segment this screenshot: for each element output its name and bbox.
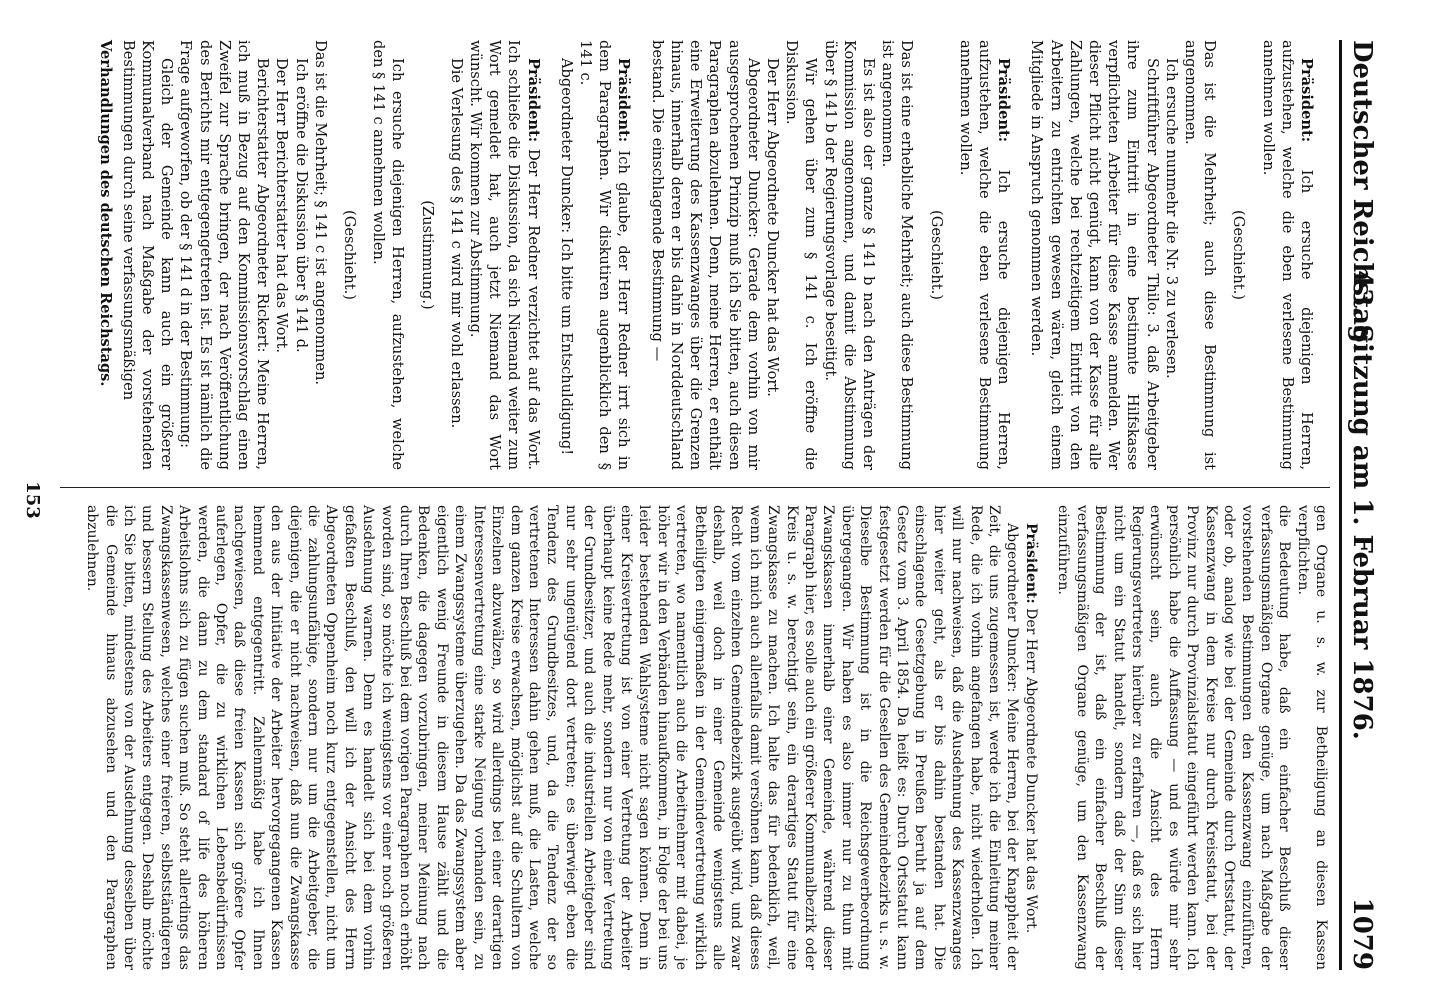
header-left-title: Deutscher Reichstag.: [1347, 40, 1377, 353]
speech-paragraph: [1258, 40, 1316, 470]
stage-direction: (Zustimmung.): [418, 200, 436, 310]
text-paragraph: Der Herr Berichterstatter hat das Wort.: [273, 58, 291, 354]
speech-text: Der Herr Redner verzichtet auf das Wort. Ich schließe die Diskussion, da sich Niemand weiter zum Wort gemeldet hat, auch jetzt Niemand das Wort wünscht. Wir kommen zur Abstimmung.: [467, 40, 542, 470]
text-paragraph: Es ist also der ganze § 141 b nach den Anträgen der Kommission angenommen, und damit die Abstimmung über § 141 b der Regierungsvorlage beseitigt.: [821, 40, 877, 470]
speech-paragraph: [1022, 505, 1040, 970]
text-paragraph: Das ist die Mehrheit; § 141 c ist angenommen.: [311, 40, 329, 386]
stage-direction: (Geschieht.): [927, 210, 945, 300]
text-paragraph: Berichterstatter Abgeordneter Rickert: Meine Herren, ich muß in Bezug auf den Kommissionsvorschlag einen Zweifel zur Sprache bringen, der nach Veröffentlichung des Berichts mir entgegengetreten ist. Es ist nämlich die Frage aufgeworfen, ob der § 141 d in der Bestimmung:: [177, 40, 272, 470]
speaker-label: Präsident:: [1022, 523, 1039, 604]
header-session-title: 43. Sitzung am 1. Februar 1876.: [1347, 270, 1377, 740]
speech-paragraph: [956, 40, 1014, 470]
speech-text: Ich ersuche diejenigen Herren, aufzustehen, welche die eben verlesene Bestimmung annehmen wollen.: [1259, 40, 1315, 470]
stage-direction: (Geschieht.): [341, 210, 359, 300]
text-paragraph: Das ist die Mehrheit; auch diese Bestimmung ist angenommen.: [1181, 40, 1219, 470]
speaker-label: Präsident:: [615, 58, 633, 143]
text-paragraph: Wir gehen über zum § 141 c. Ich eröffne die Diskussion.: [783, 40, 820, 470]
text-paragraph: Ich ersuche nunmehr die Nr. 3 zu verlesen.: [1162, 58, 1180, 379]
text-paragraph: Abgeordneter Duncker: Gerade dem vorhin von mir ausgesprochenen Prinzip muß ich Sie bitten, auch diesen Paragraphen abzulehnen. Denn, meine Herren, er enthält eine Erweiterung des Kassenzwanges über die Grenzen hinaus, innerhalb deren er bis dahin in Norddeutschland bestand. Die einschlagende Bestimmung —: [648, 40, 762, 470]
text-paragraph: Gleich der Gemeinde kann auch ein größerer Kommunalverband nach Maßgabe der vorstehenden Bestimmungen durch seine verfassungsmäßigen: [119, 40, 176, 470]
column-divider: [60, 487, 1330, 488]
text-paragraph: Ich eröffne die Diskussion über § 141 d.: [292, 58, 310, 353]
speaker-label: Präsident:: [995, 58, 1013, 143]
text-paragraph: gen Organe u. s. w. zur Betheiligung an diesen Kassen verpflichten.: [1294, 505, 1329, 970]
text-paragraph: die Bedeutung habe, daß ein einfacher Beschluß dieser verfassungsmäßigen Organe genüge, um nach Maßgabe der vorstehenden Bestimmungen den Kassenzwang einzuführen, oder ob, analog wie bei der Gemeinde durch Ortsstatut, der Kassenzwang in dem Kreise nur durch Kreisstatut, bei der Provinz nur durch Provinzialstatut eingeführt werden kann. Ich persönlich habe die Auffassung — und es würde mir sehr erwünscht sein, auch die Ansicht des Herrn Regierungsvertreters hierüber zu erfahren —, daß es sich hier nicht um ein Statut handelt, sondern daß der Sinn dieser Bestimmung der ist, daß ein einfacher Beschluß der verfassungsmäßigen Organe genüge, um den Kassenzwang einzuführen.: [1055, 505, 1293, 970]
publication-footer: Verhandlungen des deutschen Reichstags.: [96, 40, 114, 387]
speech-paragraph: [466, 40, 543, 470]
text-paragraph: Abgeordneter Duncker: Meine Herren, bei der Knappheit der Zeit, die uns zugemessen ist, werde ich die Einleitung meiner Rede, die ich vorhin angefangen habe, nicht wiederholen. Ich will nur nachweisen, daß die Ausdehnung des Kassenzwanges hier weiter geht, als er bis dahin bestanden hat. Die einschlagende Gesetzgebung in Preußen beruht ja auf dem Gesetz vom 3. April 1854. Da heißt es: Durch Ortsstatut kann festgesetzt werden für die Gesellen des Gemeindebezirks u. s. w. Dieselbe Bestimmung ist in die Reichsgewerbeordnung übergegangen. Wir haben es also immer nur zu thun mit Zwangskassen innerhalb einer Gemeinde, während dieser Paragraph hier, es solle auch ein größerer Kommunalbezirk oder Kreis u. s. w. berechtigt sein, ein derartiges Statut für eine Zwangskasse zu machen. Ich halte das für bedenklich, weil, wenn ich mich auch allenfalls damit versöhnen kann, daß dieses Recht vom einzelnen Gemeindebezirk ausgeübt wird, und zwar deshalb, weil doch in einer Gemeinde wenigstens alle Betheiligten einigermaßen in der Gemeindevertretung wirklich vertreten, wo namentlich auch die Arbeitnehmer mit dabei, je höher wir in den Verbänden hinaufkommen, in Folge der bei uns leider bestehenden Wahlsysteme nicht sagen können. Denn in einer Kreisvertretung ist von einer Vertretung der Arbeiter überhaupt keine Rede mehr, sondern nur von einer Vertretung der Grundbesitzer, und auch die industriellen Arbeitgeber sind nur sehr ungenügend dort vertreten; es überwiegt eben die Tendenz des Grundbesitzes, und, da die Tendenz der so vertretenen Interessen dahin gehen muß, die Lasten, welche dem ganzen Kreise erwachsen, möglichst auf die Schultern von Einzelnen abzuwälzen, so wird allerdings bei einer derartigen Interessenvertretung eine starke Neigung vorhanden sein, zu einem Zwangssysteme überzugehen. Da das Zwangssystem aber eigentlich wenig Freunde in diesem Hause zählt und die Bedenken, die dagegen vorzubringen, meiner Meinung nach durch Ihren Beschluß bei dem vorigen Paragraphen noch erhöht worden sind, so möchte ich wenigstens vor einer noch größeren Ausdehnung warnen. Denn es handelt sich bei dem vorhin gefaßten Beschluß, den will ich der Ansicht des Herrn Abgeordneten Oppenheim noch kurz entgegenstellen, nicht um die zahlungsunfähige, sondern nur um die Arbeitgeber, die diejenigen, die er nicht nachweisen, daß nun die Zwangskasse den aus der Initiative der Arbeiter hervorgegangenen Kassen hemmend entgegentritt. Zahlenmäßig habe ich Ihnen nachgewiesen, daß diese freien Kassen sich größere Opfer auferlegen, Opfer, die zu wirklichen Lebensbedürfnissen werden, die dann zu dem standard of life des höheren Arbeitslohns sich zu fügen suchen muß. So steht allerdings das Zwangskassenwesen, welches einer freieren, selbstständigeren und bessern Stellung des Arbeiters entgegen. Deshalb möchte ich Sie bitten, mindestens von der Ausdehnung desselben über die Gemeinde hinaus abzusehen und den Paragraphen abzulehnen.: [84, 505, 1021, 970]
text-paragraph: Abgeordneter Duncker: Ich bitte um Entschuldigung!: [557, 58, 575, 456]
page-header: [1339, 40, 1382, 970]
left-column: [60, 40, 1330, 470]
text-paragraph: Der Herr Abgeordnete Duncker hat das Wort.: [763, 58, 781, 397]
text-paragraph: Das ist eine erhebliche Mehrheit; auch diese Bestimmung ist angenommen.: [879, 40, 916, 470]
speech-paragraph: [576, 40, 634, 470]
speech-text: Ich glaube, der Herr Redner irrt sich in dem Paragraphen. Wir diskutiren augenblicklich den § 141 c.: [577, 40, 633, 470]
speaker-label: Präsident:: [524, 58, 542, 143]
digitization-credit: [1400, 0, 1432, 1000]
text-paragraph: Die Verlesung des § 141 c wird mir wohl erlassen.: [447, 58, 465, 429]
page-number: 1079: [1347, 897, 1377, 970]
text-paragraph: Ich ersuche diejenigen Herren, aufzustehen, welche den § 141 c annehmen wollen.: [370, 40, 407, 470]
text-paragraph: Schriftführer Abgeordneter Thilo: 3. daß Arbeitgeber ihre zum Eintritt in eine bestimmte Hilfskasse verpflichteten Arbeiter für diese Kasse anmelden. Wer dieser Pflicht nicht genügt, kann von der Kasse für alle Zahlungen, welche bei rechtzeitigem Eintritt von den Arbeitern zu entrichten gewesen wären, gleich einem Mitgliede in Anspruch genommen werden.: [1028, 40, 1161, 470]
speaker-label: Präsident:: [1298, 58, 1315, 143]
speech-text: Ich ersuche diejenigen Herren, aufzustehen, welche die eben verlesene Bestimmung annehmen wollen.: [956, 40, 1013, 470]
stage-direction: (Geschieht.): [1230, 210, 1248, 300]
right-column: [60, 505, 1330, 970]
signature-mark: 153: [22, 481, 43, 519]
speech-text: Der Herr Abgeordnete Duncker hat das Wort.: [1022, 603, 1039, 934]
